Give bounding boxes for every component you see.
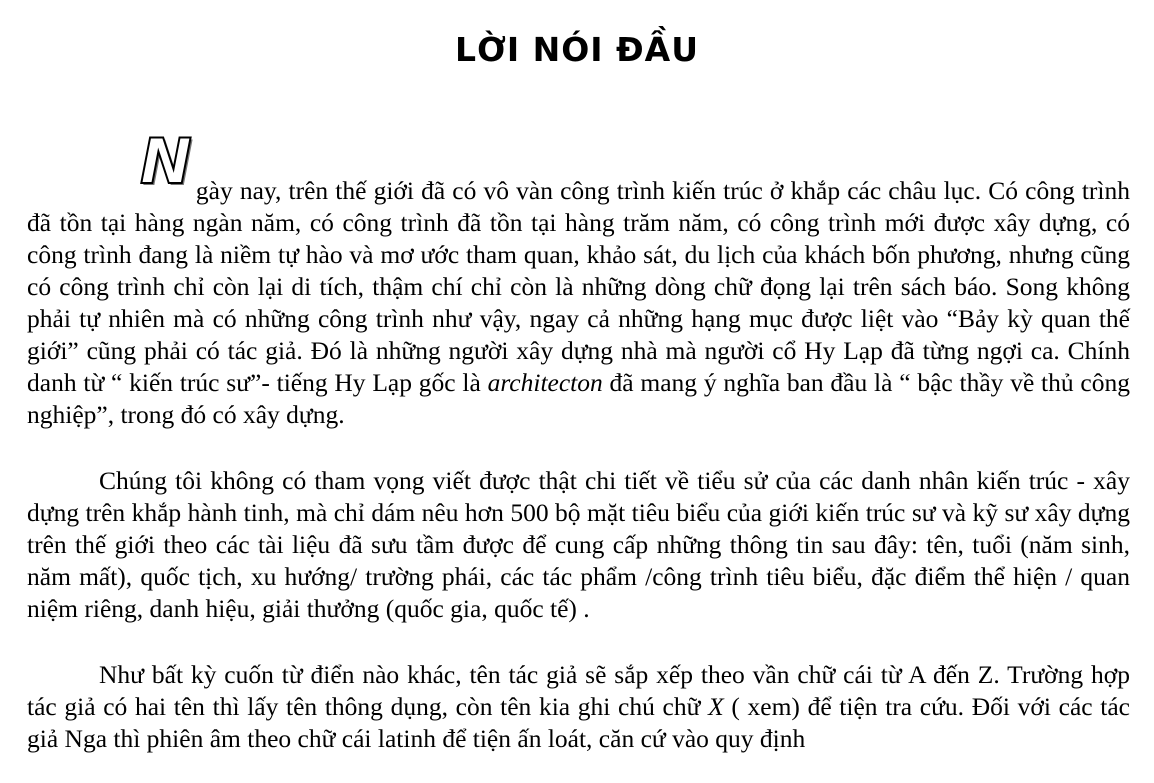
paragraph-1-text-a: gày nay, trên thế giới đã có vô vàn công trình kiến trúc ở khắp các châu lục. Có công trình đã tồn tại hàng ngàn năm, có công trình đã tồn tại hàng trăm năm, có công trình mới được xây dựng, có công trình đang là niềm tự hào và mơ ước tham quan, khảo sát, du lịch của khách bốn phương, nhưng cũng có công trình chỉ còn lại di tích, thậm chí chỉ còn là những dòng chữ đọng lại trên sách báo. Song không phải tự nhiên mà có những công trình như vậy, ngay cả những hạng mục được liệt vào “Bảy kỳ quan thế giới” cũng phải có tác giả. Đó là những người xây dựng nhà mà người cổ Hy Lạp đã từng ngợi ca. Chính danh từ “ kiến trúc sư”- tiếng Hy Lạp gốc là (27, 176, 1130, 397)
paragraph-1-italic-term: architecton (487, 368, 603, 397)
paragraph-2: Chúng tôi không có tham vọng viết được thật chi tiết về tiểu sử của các danh nhân kiến trúc - xây dựng trên khắp hành tinh, mà chỉ dám nêu hơn 500 bộ mặt tiêu biểu của giới kiến trúc sư và kỹ sư xây dựng trên thế giới theo các tài liệu đã sưu tầm được để cung cấp những thông tin sau đây: tên, tuổi (năm sinh, năm mất), quốc tịch, xu hướng/ trường phái, các tác phẩm /công trình tiêu biểu, đặc điểm thể hiện / quan niệm riêng, danh hiệu, giải thưởng (quốc gia, quốc tế) . (27, 466, 1130, 623)
document-body (27, 125, 1130, 755)
paragraph-1-text-b: đã mang ý nghĩa ban đầu là “ bậc thầy về thủ công nghiệp”, trong đó có xây dựng. (27, 368, 1130, 429)
paragraph-3 (27, 659, 1130, 755)
paragraph-1 (27, 125, 1130, 431)
paragraph-3-italic-x: X (708, 692, 724, 721)
paragraph-3-text-b: ( xem) để tiện tra cứu. Đối với các tác giả Nga thì phiên âm theo chữ cái latinh để tiện ấn loát, căn cứ vào quy định (27, 692, 1130, 753)
paragraph-3-text-a: Như bất kỳ cuốn từ điển nào khác, tên tác giả sẽ sắp xếp theo vần chữ cái từ A đến Z. Trường hợp tác giả có hai tên thì lấy tên thông dụng, còn tên kia ghi chú chữ (27, 660, 1130, 721)
drop-cap-letter: N (140, 125, 192, 198)
page-title: LỜI NÓI ĐẦU (454, 30, 700, 69)
